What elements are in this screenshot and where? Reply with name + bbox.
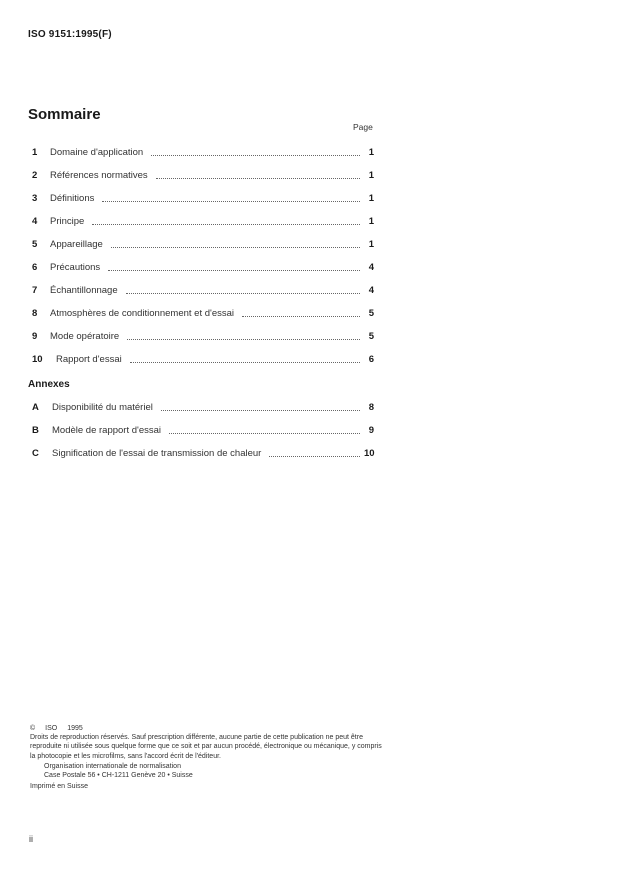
toc-entry-page: 6 xyxy=(368,354,374,365)
dot-leader xyxy=(151,146,360,156)
copyright-org: ISO xyxy=(45,725,58,732)
copyright-line xyxy=(30,724,382,733)
annex-list xyxy=(32,396,374,465)
toc-entry-number: 7 xyxy=(32,285,38,296)
toc-entry[interactable] xyxy=(32,141,374,164)
annex-entry[interactable] xyxy=(32,419,374,442)
toc-entry-page: 1 xyxy=(368,170,374,181)
toc-entry-number: 9 xyxy=(32,331,38,342)
annex-entry-label: Disponibilité du matériel xyxy=(52,402,153,413)
toc-entry-page: 4 xyxy=(368,285,374,296)
organization-name: Organisation internationale de normalisation xyxy=(44,762,181,770)
annex-entry[interactable] xyxy=(32,396,374,419)
toc-entry-page: 5 xyxy=(368,308,374,319)
dot-leader xyxy=(130,353,360,363)
rights-notice: Droits de reproduction réservés. Sauf prescription différente, aucune partie de cette publication ne peut être reproduite ni utilisée sous quelque forme que ce soit et par aucun procédé, électronique ou mécanique, y compris la photocopie et les microfilms, sans l'accord écrit de l'éditeur. xyxy=(30,734,382,760)
organization-address xyxy=(30,762,382,780)
toc-entry-page: 1 xyxy=(368,239,374,250)
toc-entry[interactable] xyxy=(32,348,374,371)
toc-entry-number: 10 xyxy=(32,354,43,365)
toc-entry-page: 5 xyxy=(368,331,374,342)
toc-entry-label: Principe xyxy=(50,216,85,227)
toc-entry-number: 5 xyxy=(32,239,38,250)
dot-leader xyxy=(156,169,360,179)
toc-entry[interactable] xyxy=(32,302,374,325)
dot-leader xyxy=(242,307,360,317)
page-column-label: Page xyxy=(353,122,373,132)
annex-entry-page: 9 xyxy=(368,425,374,436)
toc-entry-number: 4 xyxy=(32,216,38,227)
toc-entry-label: Références normatives xyxy=(50,170,148,181)
dot-leader xyxy=(111,238,360,248)
annex-entry-label: Signification de l'essai de transmission de chaleur xyxy=(52,448,262,459)
toc-entry-page: 1 xyxy=(368,216,374,227)
toc-entry[interactable] xyxy=(32,233,374,256)
page-title: Sommaire xyxy=(28,106,101,123)
dot-leader xyxy=(161,401,360,411)
toc-entry-page: 4 xyxy=(368,262,374,273)
annex-entry-letter: A xyxy=(32,402,39,413)
annex-entry-page: 10 xyxy=(364,448,375,459)
dot-leader xyxy=(269,447,360,457)
dot-leader xyxy=(127,330,360,340)
toc-entry[interactable] xyxy=(32,164,374,187)
annex-entry-label: Modèle de rapport d'essai xyxy=(52,425,162,436)
toc-entry-number: 2 xyxy=(32,170,38,181)
toc-entry-page: 1 xyxy=(368,193,374,204)
toc-entry[interactable] xyxy=(32,325,374,348)
dot-leader xyxy=(126,284,360,294)
printed-in: Imprimé en Suisse xyxy=(30,783,88,791)
dot-leader xyxy=(108,261,360,271)
toc-entry-label: Définitions xyxy=(50,193,95,204)
copyright-year: 1995 xyxy=(67,725,83,732)
toc-entry-page: 1 xyxy=(368,147,374,158)
table-of-contents xyxy=(32,141,374,371)
annex-entry-letter: C xyxy=(32,448,39,459)
toc-entry-number: 8 xyxy=(32,308,38,319)
toc-entry-label: Rapport d'essai xyxy=(56,354,122,365)
toc-entry-label: Mode opératoire xyxy=(50,331,120,342)
dot-leader xyxy=(169,424,360,434)
page-number: ii xyxy=(29,834,33,844)
toc-entry[interactable] xyxy=(32,256,374,279)
toc-entry-label: Domaine d'application xyxy=(50,147,144,158)
annex-entry-letter: B xyxy=(32,425,39,436)
document-header: ISO 9151:1995(F) xyxy=(28,29,112,40)
toc-entry[interactable] xyxy=(32,279,374,302)
toc-entry-label: Précautions xyxy=(50,262,101,273)
annexes-heading: Annexes xyxy=(28,379,70,390)
toc-entry-label: Échantillonnage xyxy=(50,285,118,296)
copyright-footer xyxy=(30,724,382,791)
postal-address: Case Postale 56 • CH-1211 Genève 20 • Suisse xyxy=(44,772,193,780)
dot-leader xyxy=(102,192,360,202)
toc-entry-number: 3 xyxy=(32,193,38,204)
toc-entry-label: Atmosphères de conditionnement et d'essai xyxy=(50,308,235,319)
toc-entry-label: Appareillage xyxy=(50,239,103,250)
toc-entry[interactable] xyxy=(32,210,374,233)
toc-entry[interactable] xyxy=(32,187,374,210)
toc-entry-number: 6 xyxy=(32,262,38,273)
toc-entry-number: 1 xyxy=(32,147,38,158)
annex-entry[interactable] xyxy=(32,442,374,465)
dot-leader xyxy=(92,215,360,225)
copyright-symbol: © xyxy=(30,725,36,732)
annex-entry-page: 8 xyxy=(368,402,374,413)
